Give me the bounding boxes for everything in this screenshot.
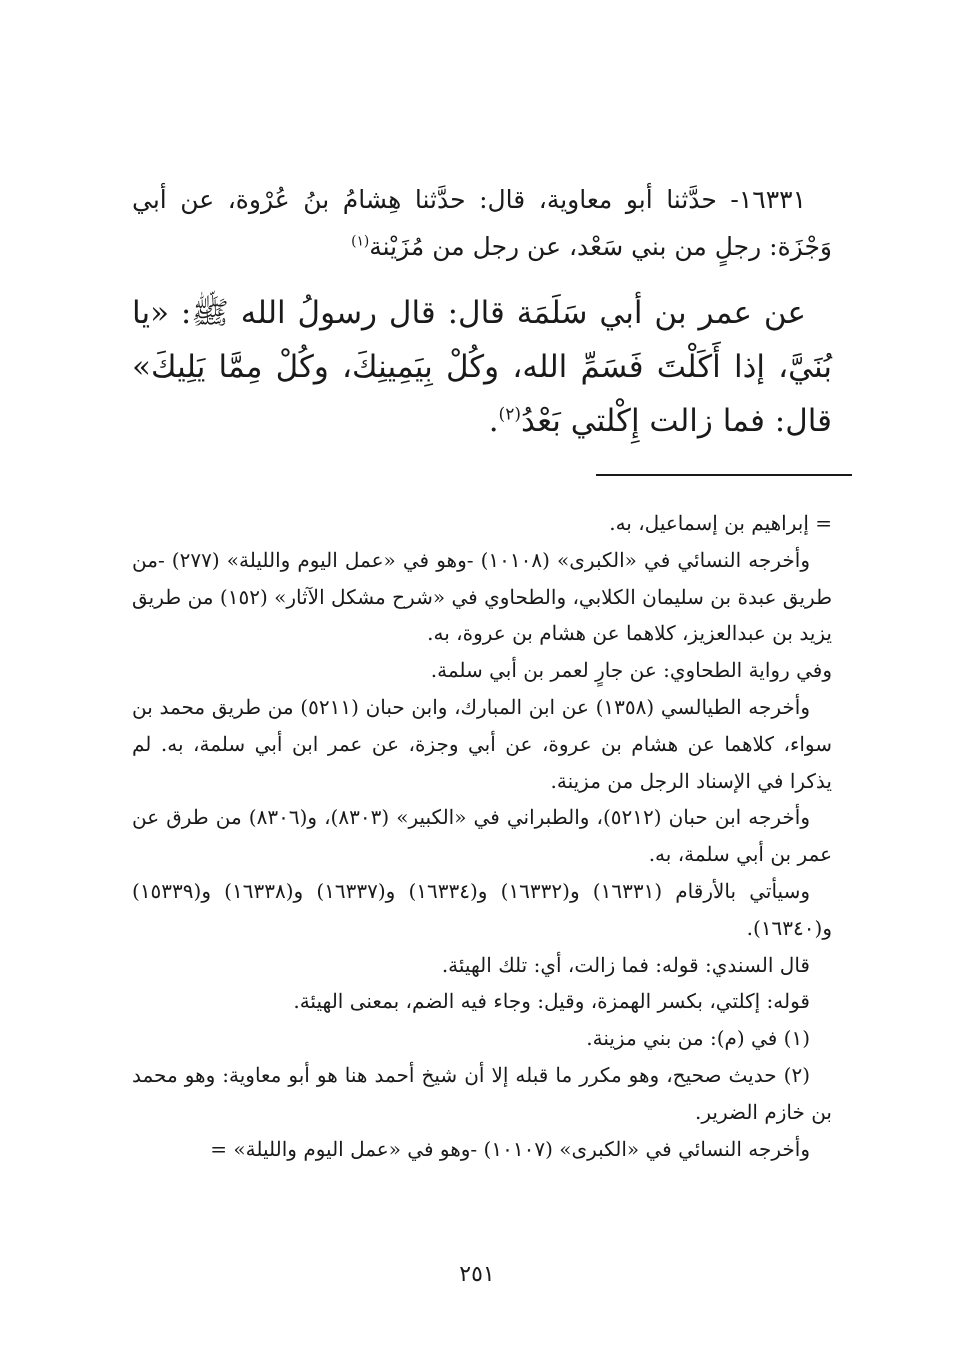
footnotes-section <box>132 505 832 1167</box>
footnote-paragraph: = إبراهيم بن إسماعيل، به. <box>609 511 832 535</box>
footnote-paragraph: وسيأتي بالأرقام (١٦٣٣١) و(١٦٣٣٢) و(١٦٣٣٤) و(١٦٣٣٧) و(١٦٣٣٨) و(١٥٣٣٩) و(١٦٣٤٠). <box>132 878 832 940</box>
footnote-separator <box>596 474 852 476</box>
footnote-paragraph: وأخرجه النسائي في «الكبرى» (١٠١٠٧) -وهو في «عمل اليوم والليلة» = <box>210 1136 810 1161</box>
page-number: ٢٥١ <box>459 1262 495 1287</box>
hadith-matn <box>132 286 832 448</box>
footnote-paragraph: قال السندي: قوله: فما زالت، أي: تلك الهيئة. <box>441 952 810 977</box>
footnote-paragraph: وفي رواية الطحاوي: عن جارٍ لعمر بن أبي سلمة. <box>430 658 832 683</box>
footnote-paragraph: (١) في (م): من بني مزينة. <box>586 1026 810 1051</box>
isnad-paragraph <box>132 176 832 270</box>
footnote-marker-2: (٢) <box>498 404 522 425</box>
footnote-paragraph: وأخرجه الطيالسي (١٣٥٨) عن ابن المبارك، وابن حبان (٥٢١١) من طريق محمد بن سواء، كلاهما عن هشام بن عروة، عن أبي وجزة، عن عمر ابن أبي سلمة، به. لم يذكرا في الإسناد الرجل من مزينة. <box>132 694 832 793</box>
isnad-text: ١٦٣٣١- حدَّثنا أبو معاوية، قال: حدَّثنا هِشامُ بنُ عُرْوة، عن أبي وَجْزَة: رجلٍ من بني سَعْد، عن رجل من مُزَيْنة <box>132 185 832 261</box>
footnote-marker-1: (١) <box>351 233 370 250</box>
footnote-paragraph: وأخرجه ابن حبان (٥٢١٢)، والطبراني في «الكبير» (٨٣٠٣)، و(٨٣٠٦) من طرق عن عمر بن أبي سلمة، به. <box>132 805 832 867</box>
footnote-paragraph: (٢) حديث صحيح، وهو مكرر ما قبله إلا أن شيخ أحمد هنا هو أبو معاوية: وهو محمد بن خازم الضرير. <box>132 1062 832 1124</box>
matn-end: . <box>488 403 499 439</box>
matn-text: عن عمر بن أبي سَلَمَة قال: قال رسولُ الله ﷺ: «يا بُنَيَّ، إذا أَكَلْتَ فَسَمِّ الله، وكُلْ بِيَمِينِكَ، وكُلْ مِمَّا يَلِيكَ» قال: فما زالت إِكْلتي بَعْدُ <box>132 295 832 439</box>
footnote-paragraph: وأخرجه النسائي في «الكبرى» (١٠١٠٨) -وهو في «عمل اليوم والليلة» (٢٧٧) -من طريق عبدة بن سليمان الكلابي، والطحاوي في «شرح مشكل الآثار» (١٥٢) من طريق يزيد بن عبدالعزيز، كلاهما عن هشام بن عروة، به. <box>132 547 833 646</box>
footnote-paragraph: قوله: إكلتي، بكسر الهمزة، وقيل: وجاء فيه الضم، بمعنى الهيئة. <box>293 989 810 1014</box>
matn-paragraph <box>132 286 832 448</box>
hadith-isnad <box>132 176 832 270</box>
